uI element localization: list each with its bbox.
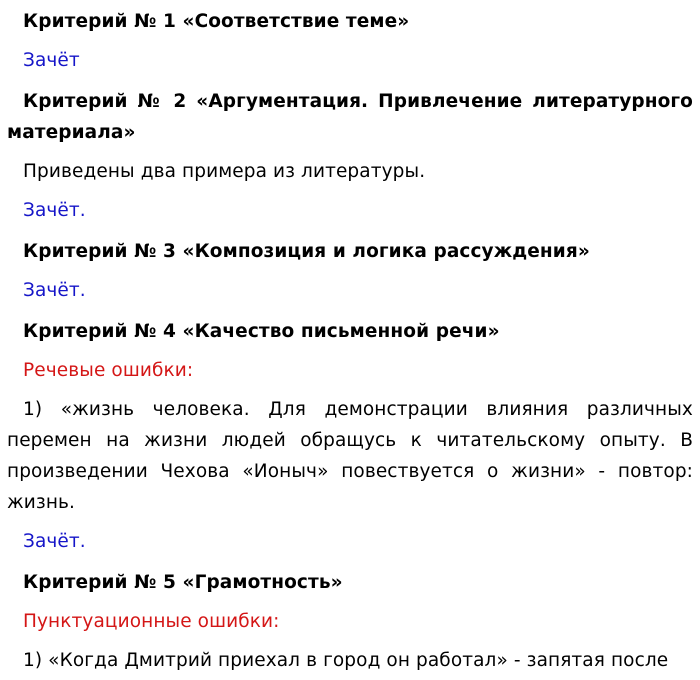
criterion-1-heading: Критерий № 1 «Соответствие теме» bbox=[23, 11, 410, 32]
criterion-2-comment: Приведены два примера из литературы. bbox=[23, 161, 426, 182]
criterion-3-verdict: Зачёт. bbox=[23, 280, 86, 301]
criterion-5-heading: Критерий № 5 «Грамотность» bbox=[23, 572, 343, 593]
essay-review-document bbox=[7, 0, 693, 680]
criterion-4-error-item: 1) «жизнь человека. Для демонстрации влияния различных перемен на жизни людей обращусь к читательскому опыту. В произведении Чехова «Ионыч» повествуется о жизни» - повтор: жизнь. bbox=[7, 399, 693, 513]
criterion-2-verdict: Зачёт. bbox=[23, 200, 86, 221]
criterion-4-verdict: Зачёт. bbox=[23, 531, 86, 552]
criterion-2-heading: Критерий № 2 «Аргументация. Привлечение литературного материала» bbox=[7, 91, 693, 143]
criterion-1-verdict: Зачёт bbox=[23, 50, 80, 71]
criterion-5-error-type: Пунктуационные ошибки: bbox=[23, 611, 280, 632]
criterion-3-heading: Критерий № 3 «Композиция и логика рассуждения» bbox=[23, 241, 590, 262]
criterion-5-error-item: 1) «Когда Дмитрий приехал в город он работал» - запятая после bbox=[23, 650, 669, 671]
criterion-4-heading: Критерий № 4 «Качество письменной речи» bbox=[23, 321, 500, 342]
criterion-4-error-type: Речевые ошибки: bbox=[23, 360, 194, 381]
